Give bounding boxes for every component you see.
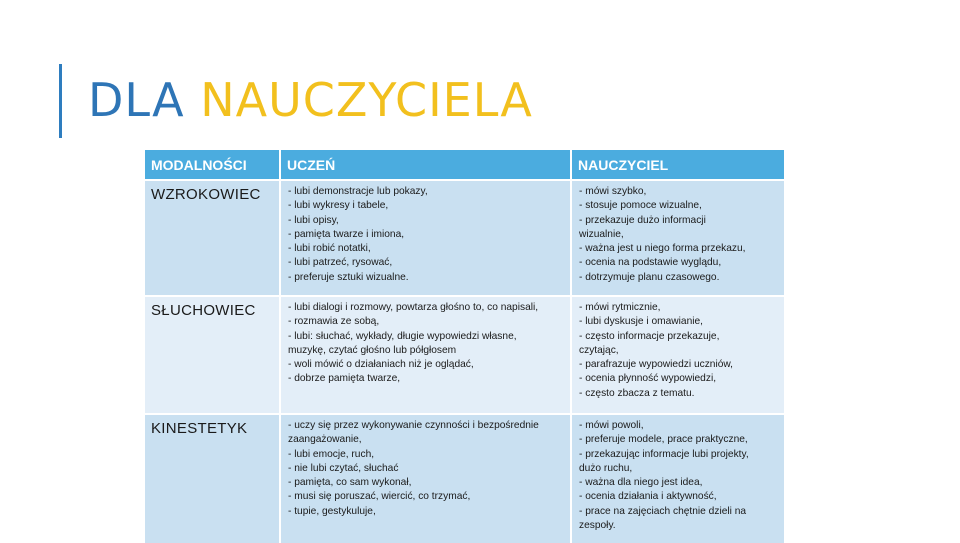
list-item: - ważna jest u niego forma przekazu,: [579, 243, 746, 255]
list-item: czytając,: [579, 344, 619, 356]
list-item: - ocenia na podstawie wyglądu,: [579, 257, 722, 269]
list-item: - stosuje pomoce wizualne,: [579, 200, 702, 212]
teacher-traits-visual: [571, 180, 784, 296]
list-item: - ocenia działania i aktywność,: [579, 491, 717, 503]
list-item: - lubi wykresy i tabele,: [288, 200, 389, 212]
student-traits-visual: [280, 180, 571, 296]
student-traits-auditory: [280, 296, 571, 414]
list-item: - często zbacza z tematu.: [579, 387, 695, 399]
list-item: - lubi dyskusje i omawianie,: [579, 316, 704, 328]
page-title: [88, 70, 533, 130]
list-item: - lubi opisy,: [288, 214, 339, 226]
list-item: - preferuje sztuki wizualne.: [288, 271, 409, 283]
list-item: - mówi rytmicznie,: [579, 302, 661, 313]
teacher-traits-kinesthetic: [571, 414, 784, 543]
list-item: - często informacje przekazuje,: [579, 330, 720, 342]
list-item: - mówi powoli,: [579, 420, 644, 431]
list-item: zaangażowanie,: [288, 434, 362, 446]
modality-table: [145, 150, 784, 543]
list-item: - dotrzymuje planu czasowego.: [579, 271, 720, 283]
teacher-traits-auditory: [571, 296, 784, 414]
list-item: muzykę, czytać głośno lub półgłosem: [288, 344, 457, 356]
header-student: UCZEŃ: [280, 150, 571, 180]
list-item: zespoły.: [579, 520, 616, 532]
table-row-visual: [145, 180, 784, 296]
list-item: - ważna dla niego jest idea,: [579, 477, 703, 489]
list-item: - lubi robić notatki,: [288, 243, 371, 255]
list-item: - dobrze pamięta twarze,: [288, 373, 401, 385]
list-item: - mówi szybko,: [579, 186, 647, 197]
title-word-nauczyciela: NAUCZYCIELA: [200, 73, 533, 127]
modality-auditory: SŁUCHOWIEC: [145, 296, 280, 414]
list-item: - uczy się przez wykonywanie czynności i bezpośrednie: [288, 420, 539, 431]
table-row-auditory: [145, 296, 784, 414]
list-item: wizualnie,: [579, 228, 624, 240]
student-traits-kinesthetic: [280, 414, 571, 543]
list-item: - ocenia płynność wypowiedzi,: [579, 373, 717, 385]
title-word-dla: DLA: [88, 73, 185, 127]
list-item: - preferuje modele, prace praktyczne,: [579, 434, 748, 446]
list-item: - lubi: słuchać, wykłady, długie wypowiedzi własne,: [288, 330, 517, 342]
list-item: - lubi demonstracje lub pokazy,: [288, 186, 428, 197]
list-item: - lubi dialogi i rozmowy, powtarza głośno to, co napisali,: [288, 302, 539, 313]
list-item: - prace na zajęciach chętnie dzieli na: [579, 505, 747, 517]
table-header-row: [145, 150, 784, 180]
modality-visual: WZROKOWIEC: [145, 180, 280, 296]
list-item: - tupie, gestykuluje,: [288, 505, 376, 517]
list-item: - rozmawia ze sobą,: [288, 316, 380, 328]
list-item: - parafrazuje wypowiedzi uczniów,: [579, 359, 734, 371]
list-item: - przekazuje dużo informacji: [579, 214, 706, 226]
list-item: dużo ruchu,: [579, 462, 633, 474]
list-item: - lubi patrzeć, rysować,: [288, 257, 393, 269]
list-item: - nie lubi czytać, słuchać: [288, 462, 399, 474]
list-item: - musi się poruszać, wiercić, co trzymać,: [288, 491, 471, 503]
table-row-kinesthetic: [145, 414, 784, 543]
header-teacher: NAUCZYCIEL: [571, 150, 784, 180]
list-item: - woli mówić o działaniach niż je oglądać,: [288, 359, 474, 371]
modality-kinesthetic: KINESTETYK: [145, 414, 280, 543]
title-accent-bar: [59, 64, 62, 138]
list-item: - pamięta, co sam wykonał,: [288, 477, 412, 489]
list-item: - lubi emocje, ruch,: [288, 448, 375, 460]
header-modality: MODALNOŚCI: [145, 150, 280, 180]
list-item: - pamięta twarze i imiona,: [288, 228, 405, 240]
list-item: - przekazując informacje lubi projekty,: [579, 448, 749, 460]
